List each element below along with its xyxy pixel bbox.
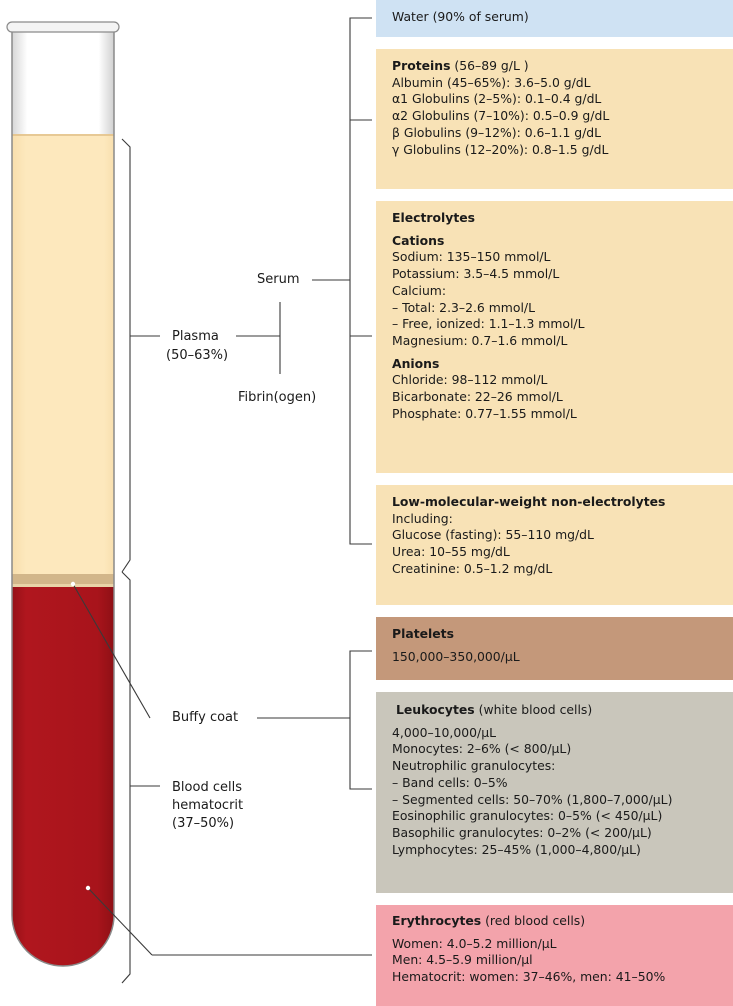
leukocytes-title-row [396, 702, 723, 719]
anion-line: Bicarbonate: 22–26 mmol/L [392, 389, 563, 405]
proteins-title: Proteins [392, 58, 451, 73]
platelets-title: Platelets [392, 626, 454, 641]
leukocyte-line: Neutrophilic granulocytes: [392, 758, 556, 774]
leukocyte-line: – Segmented cells: 50–70% (1,800–7,000/μL) [392, 791, 673, 807]
cations-title: Cations [392, 232, 445, 248]
leukocytes-title: Leukocytes [396, 702, 475, 717]
anion-line: Chloride: 98–112 mmol/L [392, 372, 548, 388]
nonelectrolytes-box [376, 485, 733, 605]
nonelectrolyte-line: Creatinine: 0.5–1.2 mg/dL [392, 560, 553, 576]
anion-line: Phosphate: 0.77–1.55 mmol/L [392, 405, 577, 421]
nonelectrolyte-line: Urea: 10–55 mg/dL [392, 544, 510, 560]
erythrocytes-title-row [392, 913, 723, 930]
erythrocytes-title-suffix: (red blood cells) [481, 913, 586, 928]
platelets-line: 150,000–350,000/μL [392, 648, 520, 664]
test-tube [0, 22, 130, 1006]
tube-rim [7, 22, 119, 32]
electrolytes-box [376, 201, 733, 473]
buffy-coat-label: Buffy coat [172, 710, 239, 725]
protein-line: Albumin (45–65%): 3.6–5.0 g/dL [392, 74, 591, 90]
proteins-box [376, 49, 733, 189]
cation-line: Sodium: 135–150 mmol/L [392, 249, 551, 265]
water-box [376, 0, 733, 37]
blood-cells-bracket [122, 572, 130, 983]
serum-label: Serum [257, 272, 300, 287]
nonelectrolyte-line: Glucose (fasting): 55–110 mg/dL [392, 527, 594, 543]
nonelectrolytes-title: Low-molecular-weight non-electrolytes [392, 494, 666, 509]
electrolytes-title: Electrolytes [392, 210, 476, 225]
cation-line: Potassium: 3.5–4.5 mmol/L [392, 266, 560, 282]
water-title: Water (90% of serum) [392, 9, 529, 24]
leukocytes-title-suffix: (white blood cells) [474, 702, 593, 717]
plasma-bracket [122, 139, 130, 572]
protein-line: α2 Globulins (7–10%): 0.5–0.9 g/dL [392, 108, 610, 124]
plasma-percent: (50–63%) [166, 348, 229, 363]
hematocrit-label: hematocrit [172, 798, 244, 813]
erythrocytes-title: Erythrocytes [392, 913, 482, 928]
leukocyte-line: Lymphocytes: 25–45% (1,000–4,800/μL) [392, 841, 641, 857]
leukocyte-line: Basophilic granulocytes: 0–2% (< 200/μL) [392, 824, 652, 840]
cation-line: – Total: 2.3–2.6 mmol/L [392, 299, 535, 315]
nonelectrolyte-line: Including: [392, 510, 453, 526]
leukocyte-line: Eosinophilic granulocytes: 0–5% (< 450/μL) [392, 808, 663, 824]
cells-bracket [350, 651, 372, 789]
serum-bracket [350, 18, 372, 544]
erythrocyte-line: Men: 4.5–5.9 million/μl [392, 952, 533, 968]
protein-line: β Globulins (9–12%): 0.6–1.1 g/dL [392, 124, 602, 140]
erythrocytes-box [376, 905, 733, 1006]
erythrocyte-line: Hematocrit: women: 37–46%, men: 41–50% [392, 969, 666, 985]
leukocyte-line: – Band cells: 0–5% [392, 774, 508, 790]
plasma-label: Plasma [172, 329, 219, 344]
blood-cells-label: Blood cells [172, 780, 242, 795]
protein-line: α1 Globulins (2–5%): 0.1–0.4 g/dL [392, 91, 602, 107]
plasma-layer [0, 134, 130, 576]
cation-line: Calcium: [392, 282, 447, 298]
platelets-box [376, 617, 733, 680]
erythrocyte-line: Women: 4.0–5.2 million/μL [392, 935, 557, 951]
cation-line: Magnesium: 0.7–1.6 mmol/L [392, 332, 568, 348]
cation-line: – Free, ionized: 1.1–1.3 mmol/L [392, 316, 585, 332]
leukocyte-line: 4,000–10,000/μL [392, 724, 496, 740]
anions-title: Anions [392, 355, 440, 371]
proteins-title-suffix: (56–89 g/L ) [450, 58, 529, 73]
leukocyte-line: Monocytes: 2–6% (< 800/μL) [392, 741, 572, 757]
fibrinogen-label: Fibrin(ogen) [238, 390, 317, 405]
protein-line: γ Globulins (12–20%): 0.8–1.5 g/dL [392, 141, 609, 157]
leukocytes-box [376, 692, 733, 893]
proteins-title-row [392, 58, 723, 75]
hematocrit-percent: (37–50%) [172, 816, 235, 831]
